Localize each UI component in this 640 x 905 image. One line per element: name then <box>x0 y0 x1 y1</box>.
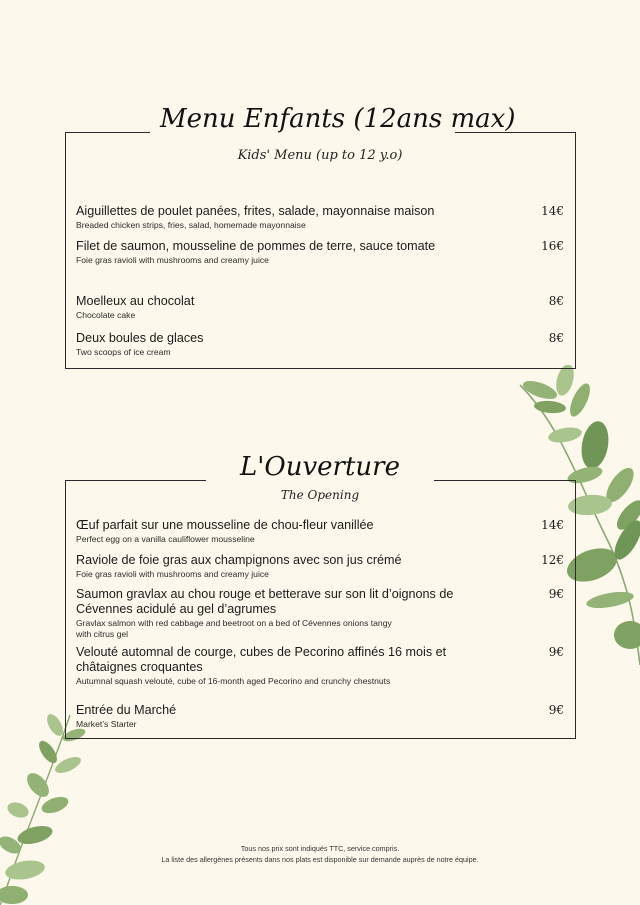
menu-item-name: Filet de saumon, mousseline de pommes de terre, sauce tomate <box>76 239 436 253</box>
menu-item-name: Deux boules de glaces <box>76 331 204 345</box>
menu-item-price: 8€ <box>548 331 564 345</box>
eucalyptus-branch-left-icon <box>0 710 90 905</box>
menu-item-desc: Two scoops of ice cream <box>76 347 171 357</box>
menu-item-desc: Perfect egg on a vanilla cauliflower mousseline <box>76 534 255 544</box>
kids-menu-title: Menu Enfants (12ans max) <box>160 104 516 134</box>
footer-allergen-note: La liste des allergènes présents dans nos plats est disponible sur demande auprès de notre équipe. <box>161 855 479 864</box>
menu-item-price: 14€ <box>541 518 564 532</box>
menu-item <box>76 587 566 639</box>
menu-item-name: Velouté automnal de courge, cubes de Pecorino affinés 16 mois et châtaignes croquantes <box>76 645 447 674</box>
menu-item-price: 8€ <box>548 294 564 308</box>
menu-item-name: Saumon gravlax au chou rouge et betterave sur son lit d’oignons de Cévennes acidulé au gel d’agrumes <box>76 587 454 616</box>
menu-item <box>76 553 566 580</box>
menu-item-price: 9€ <box>548 645 564 659</box>
menu-item-desc: Foie gras ravioli with mushrooms and creamy juice <box>76 255 269 265</box>
menu-item <box>76 204 566 231</box>
menu-item-name: Raviole de foie gras aux champignons avec son jus crémé <box>76 553 402 567</box>
menu-item-desc: Market’s Starter <box>76 719 137 729</box>
menu-item-price: 9€ <box>548 587 564 601</box>
menu-item <box>76 294 566 321</box>
menu-item-desc: Chocolate cake <box>76 310 136 320</box>
opening-subtitle: The Opening <box>280 488 360 502</box>
menu-item-desc: Gravlax salmon with red cabbage and beetroot on a bed of Cévennes onions tangy with citrus gel <box>76 618 392 639</box>
menu-item-price: 14€ <box>541 204 564 218</box>
menu-item <box>76 518 566 545</box>
menu-item <box>76 239 566 266</box>
menu-item <box>76 703 566 730</box>
menu-item <box>76 331 566 358</box>
menu-item-name: Moelleux au chocolat <box>76 294 195 308</box>
menu-item-desc: Foie gras ravioli with mushrooms and creamy juice <box>76 569 269 579</box>
menu-item-name: Aiguillettes de poulet panées, frites, salade, mayonnaise maison <box>76 204 435 218</box>
menu-item-desc: Autumnal squash velouté, cube of 16-month aged Pecorino and crunchy chestnuts <box>76 676 391 686</box>
menu-item-desc: Breaded chicken strips, fries, salad, homemade mayonnaise <box>76 220 306 230</box>
footer-price-note: Tous nos prix sont indiqués TTC, service compris. <box>240 844 400 853</box>
kids-menu-subtitle: Kids' Menu (up to 12 y.o) <box>237 148 403 163</box>
opening-title: L'Ouverture <box>240 452 400 482</box>
menu-item-price: 9€ <box>548 703 564 717</box>
menu-item-price: 12€ <box>541 553 564 567</box>
menu-item-price: 16€ <box>541 239 564 253</box>
menu-item-name: Entrée du Marché <box>76 703 177 717</box>
menu-item-name: Œuf parfait sur une mousseline de chou-fleur vanillée <box>76 518 374 532</box>
menu-item <box>76 645 566 687</box>
